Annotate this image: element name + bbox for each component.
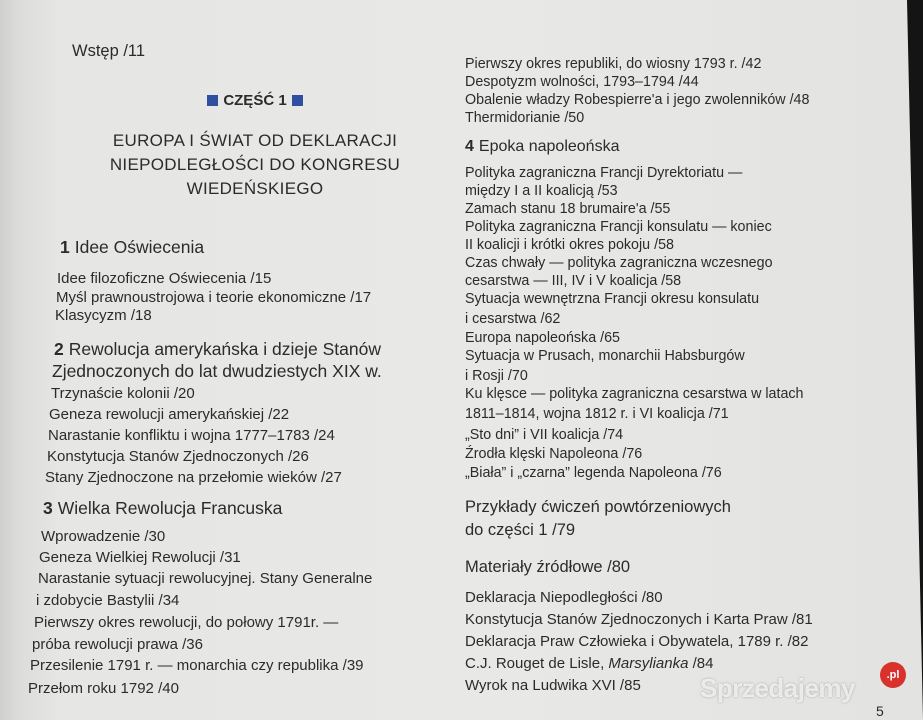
chapter-number: 2 xyxy=(54,339,64,359)
toc-entry: Konstytucja Stanów Zjednoczonych /26 xyxy=(47,448,309,465)
part-title-line: WIEDEŃSKIEGO xyxy=(186,179,324,198)
toc-entry: Klasycyzm /18 xyxy=(55,307,152,324)
toc-entry: Trzynaście kolonii /20 xyxy=(51,385,195,402)
toc-entry: Geneza rewolucji amerykańskiej /22 xyxy=(49,406,290,423)
chapter-number: 1 xyxy=(60,237,70,257)
toc-entry: Myśl prawnoustrojowa i teorie ekonomiczne /17 xyxy=(56,289,372,306)
toc-entry: Europa napoleońska /65 xyxy=(465,330,621,346)
toc-entry: cesarstwa — III, IV i V koalicja /58 xyxy=(465,273,682,289)
toc-entry: Polityka zagraniczna Francji konsulatu — koniec xyxy=(465,219,772,235)
chapter-title: Idee Oświecenia xyxy=(74,237,205,257)
toc-entry: Idee filozoficzne Oświecenia /15 xyxy=(57,270,272,287)
exercises-heading-cont: do części 1 /79 xyxy=(465,521,576,539)
toc-entry: i cesarstwa /62 xyxy=(465,311,561,327)
toc-entry: Thermidorianie /50 xyxy=(465,110,585,126)
toc-entry: Stany Zjednoczone na przełomie wieków /27 xyxy=(45,469,342,486)
toc-entry: Sytuacja wewnętrzna Francji okresu konsulatu xyxy=(465,291,760,307)
toc-entry: Zamach stanu 18 brumaire'a /55 xyxy=(465,201,671,217)
chapter-title: Rewolucja amerykańska i dzieje Stanów xyxy=(68,339,381,359)
toc-entry: Narastanie konfliktu i wojna 1777–1783 /24 xyxy=(48,427,335,444)
toc-entry: próba rewolucji prawa /36 xyxy=(32,636,203,653)
toc-entry-marsylianka xyxy=(465,655,713,673)
part-heading xyxy=(0,92,510,110)
toc-entry: Obalenie władzy Robespierre'a i jego zwolenników /48 xyxy=(465,92,810,108)
chapter-title: Epoka napoleońska xyxy=(478,138,620,155)
toc-entry: i zdobycie Bastylii /34 xyxy=(36,592,180,609)
chapter-3-heading xyxy=(43,497,282,519)
toc-entry: Przesilenie 1791 r. — monarchia czy republika /39 xyxy=(30,657,364,674)
work-title: Marsylianka xyxy=(608,655,689,672)
toc-entry: Despotyzm wolności, 1793–1794 /44 xyxy=(465,74,699,90)
watermark-badge: .pl xyxy=(880,662,906,688)
page-ref: /84 xyxy=(688,655,714,672)
square-bullet-icon xyxy=(292,95,303,106)
toc-entry: Przełom roku 1792 /40 xyxy=(28,680,179,697)
toc-entry: Sytuacja w Prusach, monarchii Habsburgów xyxy=(465,348,745,364)
part-title-line: EUROPA I ŚWIAT OD DEKLARACJI xyxy=(112,131,398,150)
exercises-heading: Przykłady ćwiczeń powtórzeniowych xyxy=(465,498,731,516)
book-edge xyxy=(893,0,923,720)
part-label: CZĘŚĆ 1 xyxy=(223,92,287,109)
toc-entry: i Rosji /70 xyxy=(465,368,528,384)
part-title-line: NIEPODLEGŁOŚCI DO KONGRESU xyxy=(109,155,401,174)
toc-entry: Geneza Wielkiej Rewolucji /31 xyxy=(39,549,241,566)
toc-entry: Wprowadzenie /30 xyxy=(41,528,166,545)
toc-entry: II koalicji i krótki okres pokoju /58 xyxy=(465,237,674,253)
toc-entry: Pierwszy okres republiki, do wiosny 1793 r. /42 xyxy=(465,56,762,72)
chapter-title-cont: Zjednoczonych do lat dwudziestych XIX w. xyxy=(52,361,382,381)
toc-entry: Polityka zagraniczna Francji Dyrektoriatu — xyxy=(465,165,743,181)
toc-entry: Deklaracja Niepodległości /80 xyxy=(465,589,663,606)
chapter-title: Wielka Rewolucja Francuska xyxy=(57,498,283,518)
toc-entry: Czas chwały — polityka zagraniczna wczesnego xyxy=(465,255,773,271)
chapter-4-heading xyxy=(465,136,619,158)
sources-heading: Materiały źródłowe /80 xyxy=(465,558,631,576)
chapter-number: 4 xyxy=(465,138,474,155)
page-number: 5 xyxy=(876,703,884,719)
toc-entry: Wyrok na Ludwika XVI /85 xyxy=(465,677,641,694)
chapter-2-heading xyxy=(54,338,381,360)
toc-entry: Źrodła klęski Napoleona /76 xyxy=(465,446,643,462)
chapter-1-heading xyxy=(60,236,204,258)
toc-entry: 1811–1814, wojna 1812 r. i VI koalicja /71 xyxy=(465,406,729,422)
toc-intro: Wstęp /11 xyxy=(72,42,146,60)
square-bullet-icon xyxy=(207,95,218,106)
toc-entry: Deklaracja Praw Człowieka i Obywatela, 1789 r. /82 xyxy=(465,633,809,650)
toc-entry: Pierwszy okres rewolucji, do połowy 1791r. — xyxy=(34,614,339,631)
toc-entry: Ku klęsce — polityka zagraniczna cesarstwa w latach xyxy=(465,386,804,402)
toc-entry: Narastanie sytuacji rewolucyjnej. Stany Generalne xyxy=(38,570,373,587)
toc-entry: między I a II koalicją /53 xyxy=(465,183,618,199)
toc-entry: „Sto dni” i VII koalicja /74 xyxy=(465,427,624,443)
toc-entry: Konstytucja Stanów Zjednoczonych i Karta Praw /81 xyxy=(465,611,813,628)
toc-entry: „Biała” i „czarna” legenda Napoleona /76 xyxy=(465,465,722,481)
watermark-logo: Sprzedajemy xyxy=(700,673,855,703)
author: C.J. Rouget de Lisle, xyxy=(465,655,609,672)
chapter-number: 3 xyxy=(43,498,53,518)
